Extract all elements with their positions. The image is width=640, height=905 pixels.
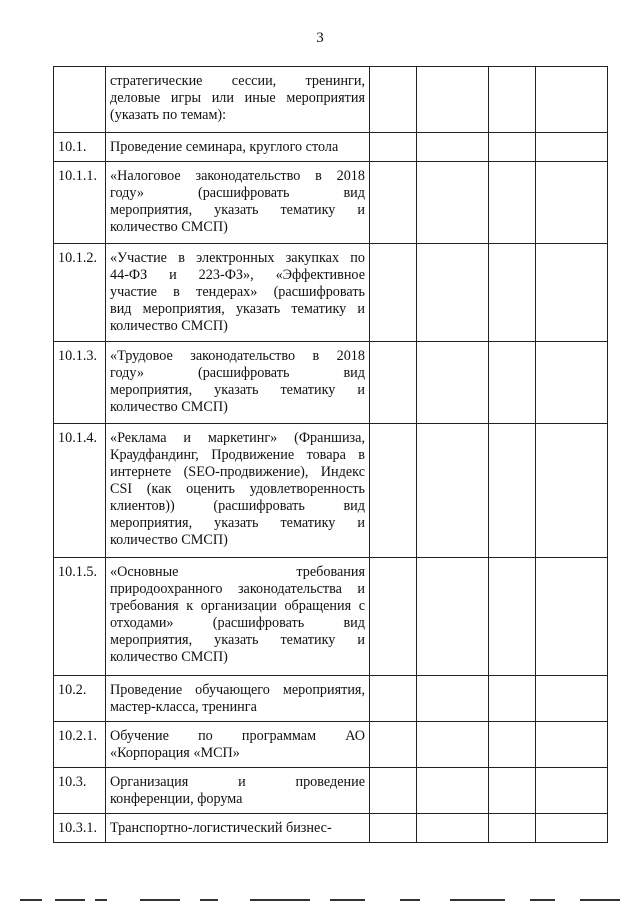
row-number: 10.1.2.: [54, 244, 106, 342]
empty-cell: [417, 676, 489, 722]
empty-cell: [417, 244, 489, 342]
empty-cell: [489, 424, 536, 558]
empty-cell: [489, 722, 536, 768]
description-line: природоохранного законодательства и: [110, 581, 365, 597]
description-line: мероприятия, указать тематику и: [110, 632, 365, 648]
empty-cell: [489, 558, 536, 676]
row-number: [54, 67, 106, 133]
empty-cell: [489, 342, 536, 424]
description-line: требования к организации обращения с: [110, 598, 365, 614]
row-description: [106, 162, 370, 244]
table-row: [54, 768, 608, 814]
row-number: 10.2.1.: [54, 722, 106, 768]
empty-cell: [536, 424, 608, 558]
description-line: «Участие в электронных закупках по: [110, 250, 365, 266]
description-line: Организация и проведение: [110, 774, 365, 790]
description-line: вид мероприятия, указать тематику и: [110, 301, 365, 317]
description-line: году» (расшифровать вид: [110, 365, 365, 381]
row-number: 10.1.5.: [54, 558, 106, 676]
empty-cell: [417, 424, 489, 558]
row-description: [106, 676, 370, 722]
description-line: году» (расшифровать вид: [110, 185, 365, 201]
description-line: «Трудовое законодательство в 2018: [110, 348, 365, 364]
description-line: интернете (SEO-продвижение), Индекс: [110, 464, 365, 480]
description-line: «Реклама и маркетинг» (Франшиза,: [110, 430, 365, 446]
table-row: [54, 424, 608, 558]
empty-cell: [417, 67, 489, 133]
description-line: мероприятия, указать тематику и: [110, 382, 365, 398]
description-line: Проведение обучающего мероприятия,: [110, 682, 365, 698]
empty-cell: [536, 722, 608, 768]
description-line: количество СМСП): [110, 532, 228, 548]
description-line: деловые игры или иные мероприятия: [110, 90, 365, 106]
description-line: количество СМСП): [110, 219, 228, 235]
empty-cell: [489, 162, 536, 244]
empty-cell: [370, 722, 417, 768]
description-line: «Налоговое законодательство в 2018: [110, 168, 365, 184]
row-number: 10.1.: [54, 133, 106, 162]
row-number: 10.1.3.: [54, 342, 106, 424]
description-line: мероприятия, указать тематику и: [110, 515, 365, 531]
row-number: 10.3.: [54, 768, 106, 814]
page-number: 3: [316, 30, 324, 46]
row-number: 10.3.1.: [54, 814, 106, 843]
description-line: мероприятия, указать тематику и: [110, 202, 365, 218]
description-line: Проведение семинара, круглого стола: [110, 139, 339, 155]
empty-cell: [536, 162, 608, 244]
empty-cell: [370, 133, 417, 162]
description-line: количество СМСП): [110, 649, 228, 665]
row-description: [106, 424, 370, 558]
description-line: «Основные требования: [110, 564, 365, 580]
empty-cell: [370, 162, 417, 244]
empty-cell: [536, 814, 608, 843]
row-description: [106, 722, 370, 768]
table-row: [54, 342, 608, 424]
row-description: [106, 244, 370, 342]
row-description: [106, 814, 370, 843]
description-line: CSI (как оценить удовлетворенность: [110, 481, 365, 497]
row-number: 10.2.: [54, 676, 106, 722]
description-line: (указать по темам):: [110, 107, 227, 123]
description-line: мастер-класса, тренинга: [110, 699, 257, 715]
row-description: [106, 768, 370, 814]
description-line: Обучение по программам АО: [110, 728, 365, 744]
empty-cell: [417, 722, 489, 768]
description-line: конференции, форума: [110, 791, 243, 807]
empty-cell: [417, 558, 489, 676]
description-line: участие в тендерах» (расшифровать: [110, 284, 365, 300]
empty-cell: [370, 676, 417, 722]
table-row: [54, 722, 608, 768]
empty-cell: [536, 558, 608, 676]
table-row: [54, 814, 608, 843]
row-description: [106, 342, 370, 424]
row-description: [106, 133, 370, 162]
empty-cell: [417, 768, 489, 814]
empty-cell: [370, 342, 417, 424]
empty-cell: [370, 558, 417, 676]
table-row: [54, 133, 608, 162]
row-description: [106, 558, 370, 676]
description-line: Транспортно-логистический бизнес-: [110, 820, 332, 836]
table-row: [54, 244, 608, 342]
empty-cell: [370, 814, 417, 843]
empty-cell: [536, 67, 608, 133]
empty-cell: [417, 162, 489, 244]
row-number: 10.1.4.: [54, 424, 106, 558]
empty-cell: [489, 814, 536, 843]
empty-cell: [370, 768, 417, 814]
empty-cell: [536, 133, 608, 162]
empty-cell: [370, 244, 417, 342]
row-description: [106, 67, 370, 133]
empty-cell: [536, 768, 608, 814]
table-row: [54, 67, 608, 133]
description-line: количество СМСП): [110, 318, 228, 334]
scan-artifact-line: [0, 896, 640, 905]
description-line: клиентов)) (расшифровать вид: [110, 498, 365, 514]
table-row: [54, 676, 608, 722]
table-row: [54, 162, 608, 244]
empty-cell: [417, 814, 489, 843]
description-line: стратегические сессии, тренинги,: [110, 73, 365, 89]
empty-cell: [489, 768, 536, 814]
description-line: количество СМСП): [110, 399, 228, 415]
empty-cell: [370, 424, 417, 558]
empty-cell: [489, 133, 536, 162]
description-line: 44-ФЗ и 223-ФЗ», «Эффективное: [110, 267, 365, 283]
description-line: Краудфандинг, Продвижение товара в: [110, 447, 365, 463]
empty-cell: [489, 676, 536, 722]
activities-table: [53, 66, 608, 843]
empty-cell: [370, 67, 417, 133]
empty-cell: [489, 244, 536, 342]
empty-cell: [536, 676, 608, 722]
table-row: [54, 558, 608, 676]
description-line: отходами» (расшифровать вид: [110, 615, 365, 631]
empty-cell: [417, 342, 489, 424]
empty-cell: [536, 342, 608, 424]
empty-cell: [536, 244, 608, 342]
description-line: «Корпорация «МСП»: [110, 745, 240, 761]
empty-cell: [417, 133, 489, 162]
empty-cell: [489, 67, 536, 133]
row-number: 10.1.1.: [54, 162, 106, 244]
